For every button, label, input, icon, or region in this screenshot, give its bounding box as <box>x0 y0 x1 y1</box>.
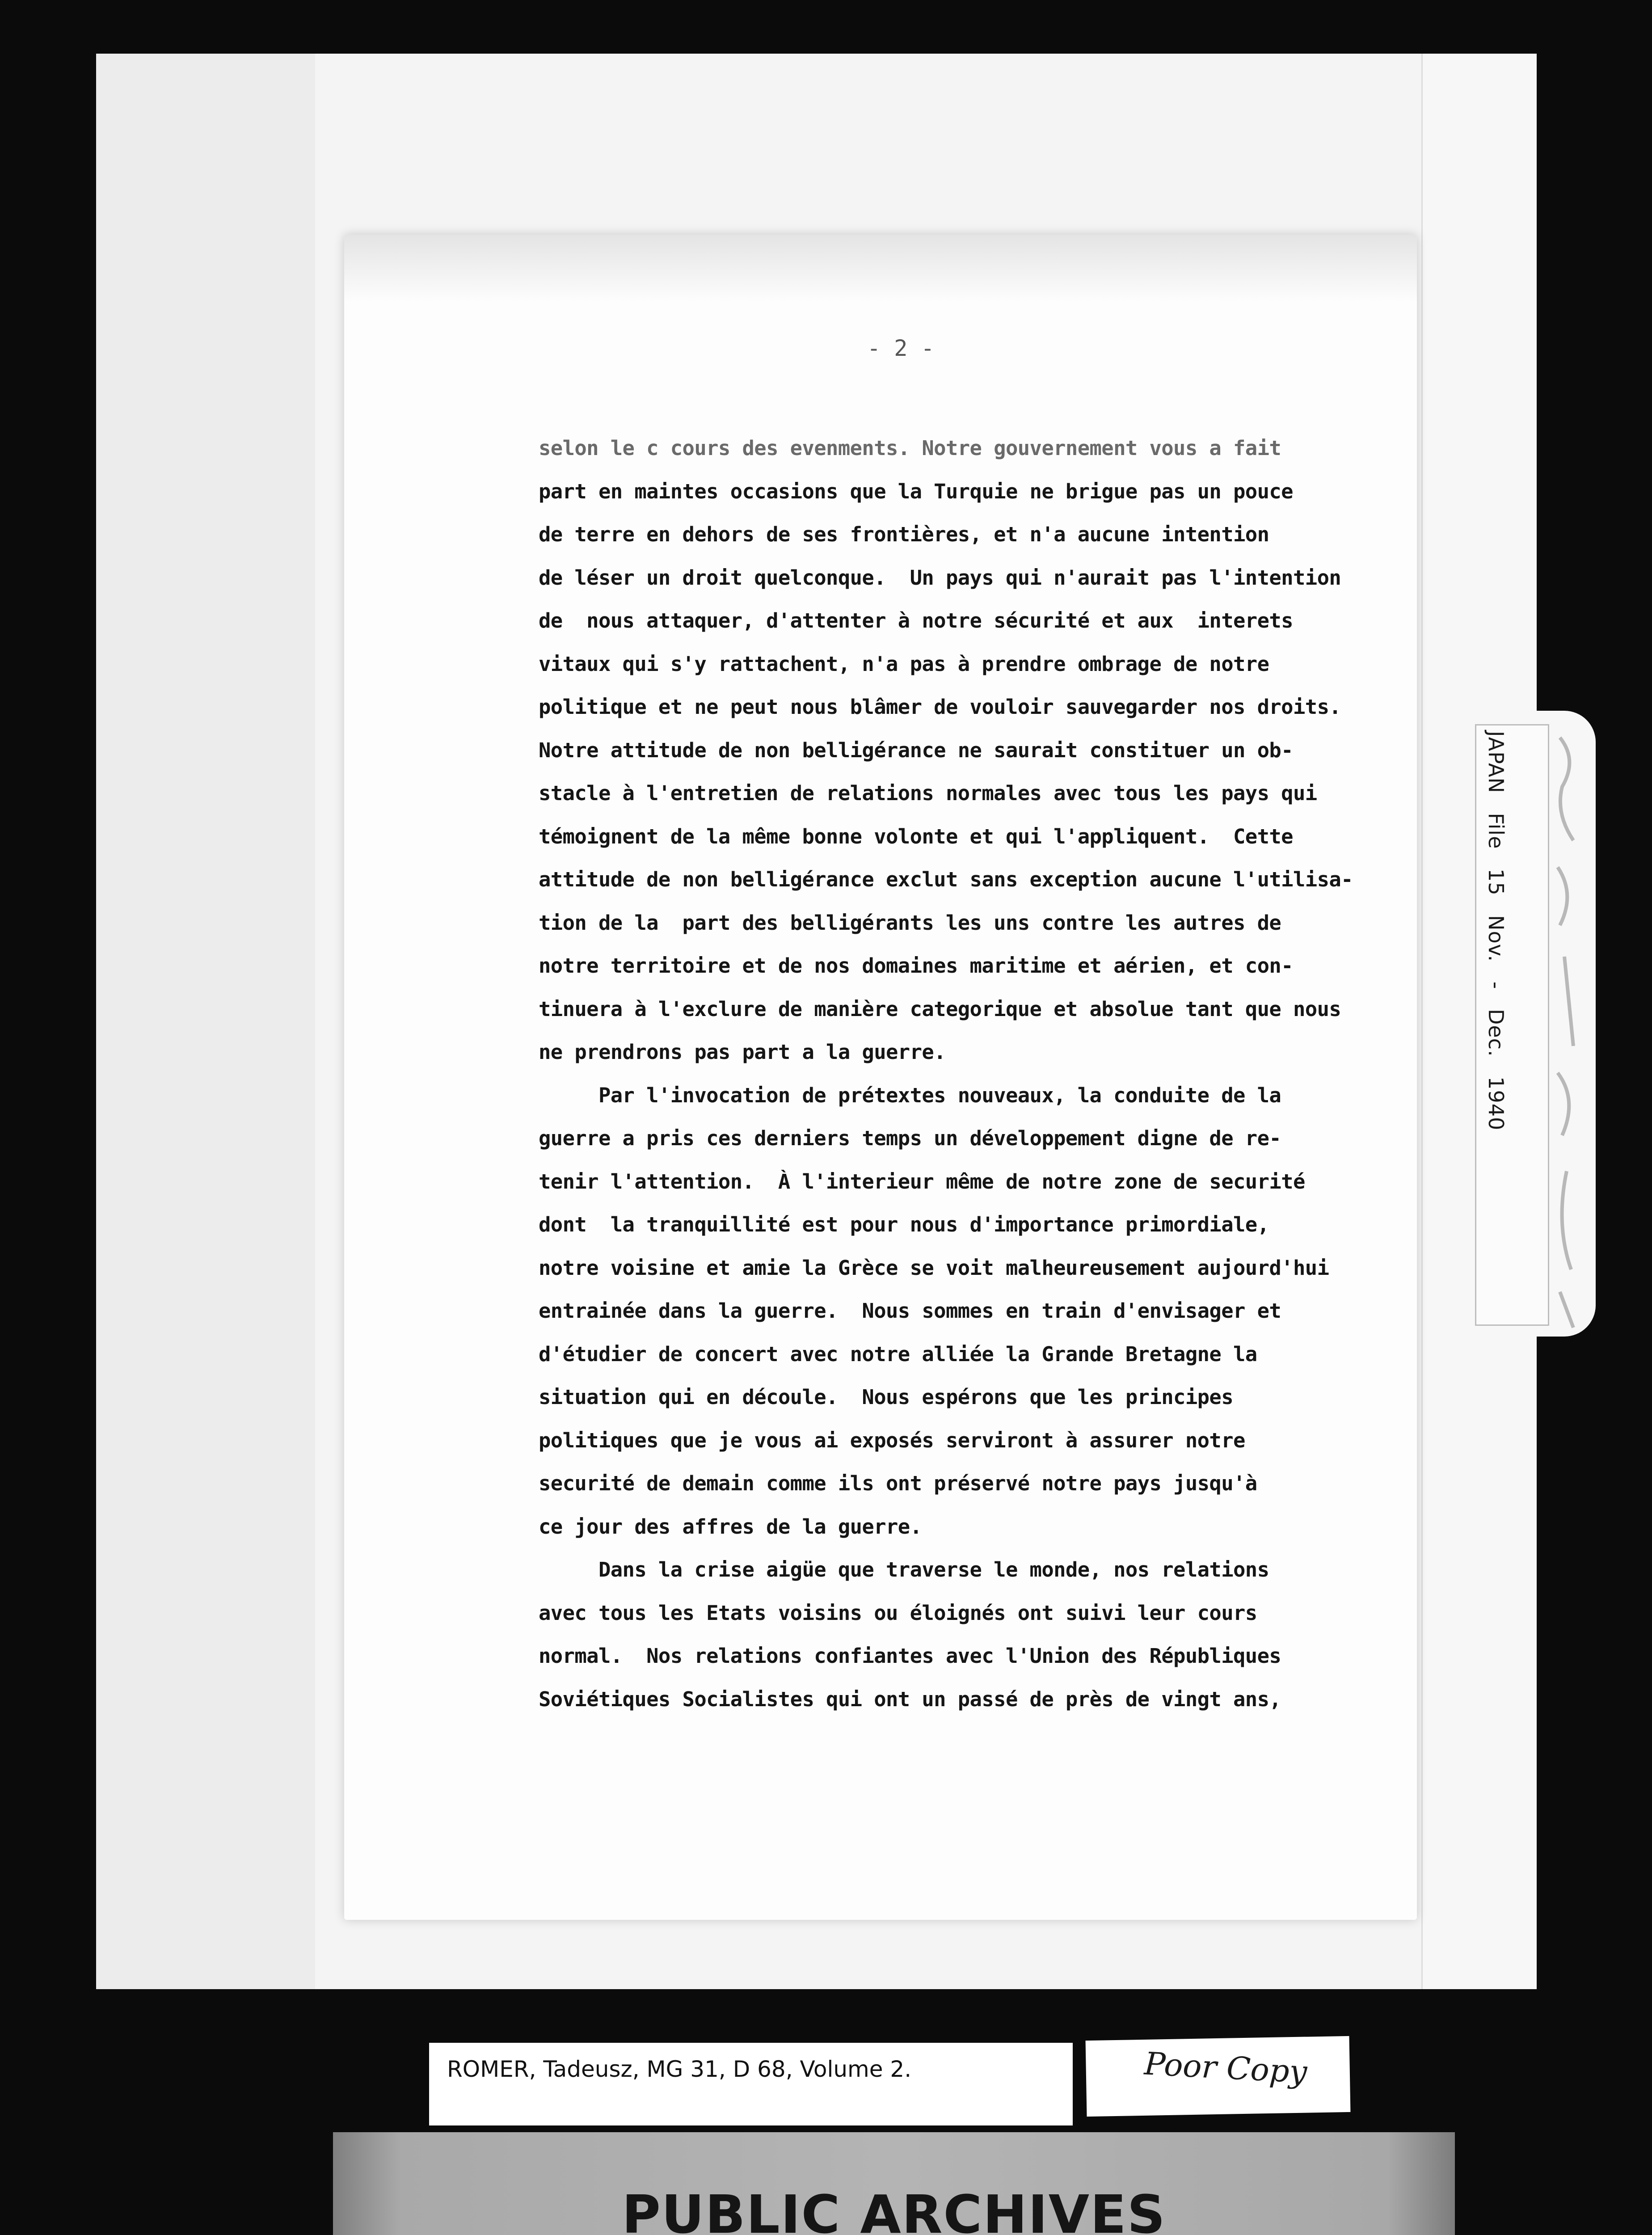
typed-text-body <box>539 427 1415 1721</box>
text-line: Par l'invocation de prétextes nouveaux, la conduite de la <box>539 1083 1281 1107</box>
text-line: d'étudier de concert avec notre alliée la Grande Bretagne la <box>539 1342 1257 1366</box>
text-line: de nous attaquer, d'attenter à notre sécurité et aux interets <box>539 609 1293 633</box>
text-line: notre voisine et amie la Grèce se voit malheureusement aujourd'hui <box>539 1256 1329 1280</box>
text-line: politique et ne peut nous blâmer de vouloir sauvegarder nos droits. <box>539 695 1341 719</box>
text-line: avec tous les Etats voisins ou éloignés ont suivi leur cours <box>539 1601 1257 1625</box>
text-line: tion de la part des belligérants les uns contre les autres de <box>539 911 1281 935</box>
text-line: selon le c cours des evenments. Notre gouvernement vous a fait <box>539 436 1281 460</box>
page-number: - 2 - <box>867 335 935 361</box>
text-line: notre territoire et de nos domaines maritime et aérien, et con- <box>539 954 1293 978</box>
text-line: politiques que je vous ai exposés serviront à assurer notre <box>539 1428 1245 1452</box>
archives-stamp-line-english: PUBLIC ARCHIVES <box>622 2184 1166 2235</box>
text-line: entrainée dans la guerre. Nous sommes en train d'envisager et <box>539 1299 1281 1323</box>
text-line: tinuera à l'exclure de manière categorique et absolue tant que nous <box>539 997 1341 1021</box>
text-line: part en maintes occasions que la Turquie ne brigue pas un pouce <box>539 479 1293 503</box>
reference-caption: ROMER, Tadeusz, MG 31, D 68, Volume 2. <box>447 2056 912 2082</box>
text-line: attitude de non belligérance exclut sans exception aucune l'utilisa- <box>539 868 1353 891</box>
text-line: vitaux qui s'y rattachent, n'a pas à prendre ombrage de notre <box>539 652 1269 676</box>
text-line: ne prendrons pas part a la guerre. <box>539 1040 946 1064</box>
text-line: tenir l'attention. À l'interieur même de notre zone de securité <box>539 1169 1305 1193</box>
text-line: situation qui en découle. Nous espérons que les principes <box>539 1385 1234 1409</box>
text-line: dont la tranquillité est pour nous d'importance primordiale, <box>539 1213 1269 1236</box>
text-line: de terre en dehors de ses frontières, et n'a aucune intention <box>539 523 1269 546</box>
page-fold-shadow <box>344 235 1417 302</box>
text-line: témoignent de la même bonne volonte et qui l'appliquent. Cette <box>539 824 1293 848</box>
folder-tab-label: JAPAN File 15 Nov. - Dec. 1940 <box>1484 731 1508 1131</box>
handwritten-annotation-icon <box>1551 733 1582 1337</box>
text-line: ce jour des affres de la guerre. <box>539 1514 922 1539</box>
text-line: Soviétiques Socialistes qui ont un passé de près de vingt ans, <box>539 1687 1281 1711</box>
text-line: Notre attitude de non belligérance ne saurait constituer un ob- <box>539 738 1293 762</box>
text-line: Dans la crise aigüe que traverse le monde, nos relations <box>539 1558 1269 1581</box>
poor-copy-note: Poor Copy <box>1143 2045 1308 2091</box>
text-line: guerre a pris ces derniers temps un développement digne de re- <box>539 1126 1281 1150</box>
reference-caption-box <box>429 2043 1073 2125</box>
text-line: de léser un droit quelconque. Un pays qui n'aurait pas l'intention <box>539 565 1341 590</box>
folder-inner-flap <box>96 54 315 1989</box>
text-line: stacle à l'entretien de relations normales avec tous les pays qui <box>539 781 1317 805</box>
text-line: securité de demain comme ils ont préservé notre pays jusqu'à <box>539 1472 1257 1495</box>
text-line: normal. Nos relations confiantes avec l'Union des Républiques <box>539 1644 1281 1668</box>
